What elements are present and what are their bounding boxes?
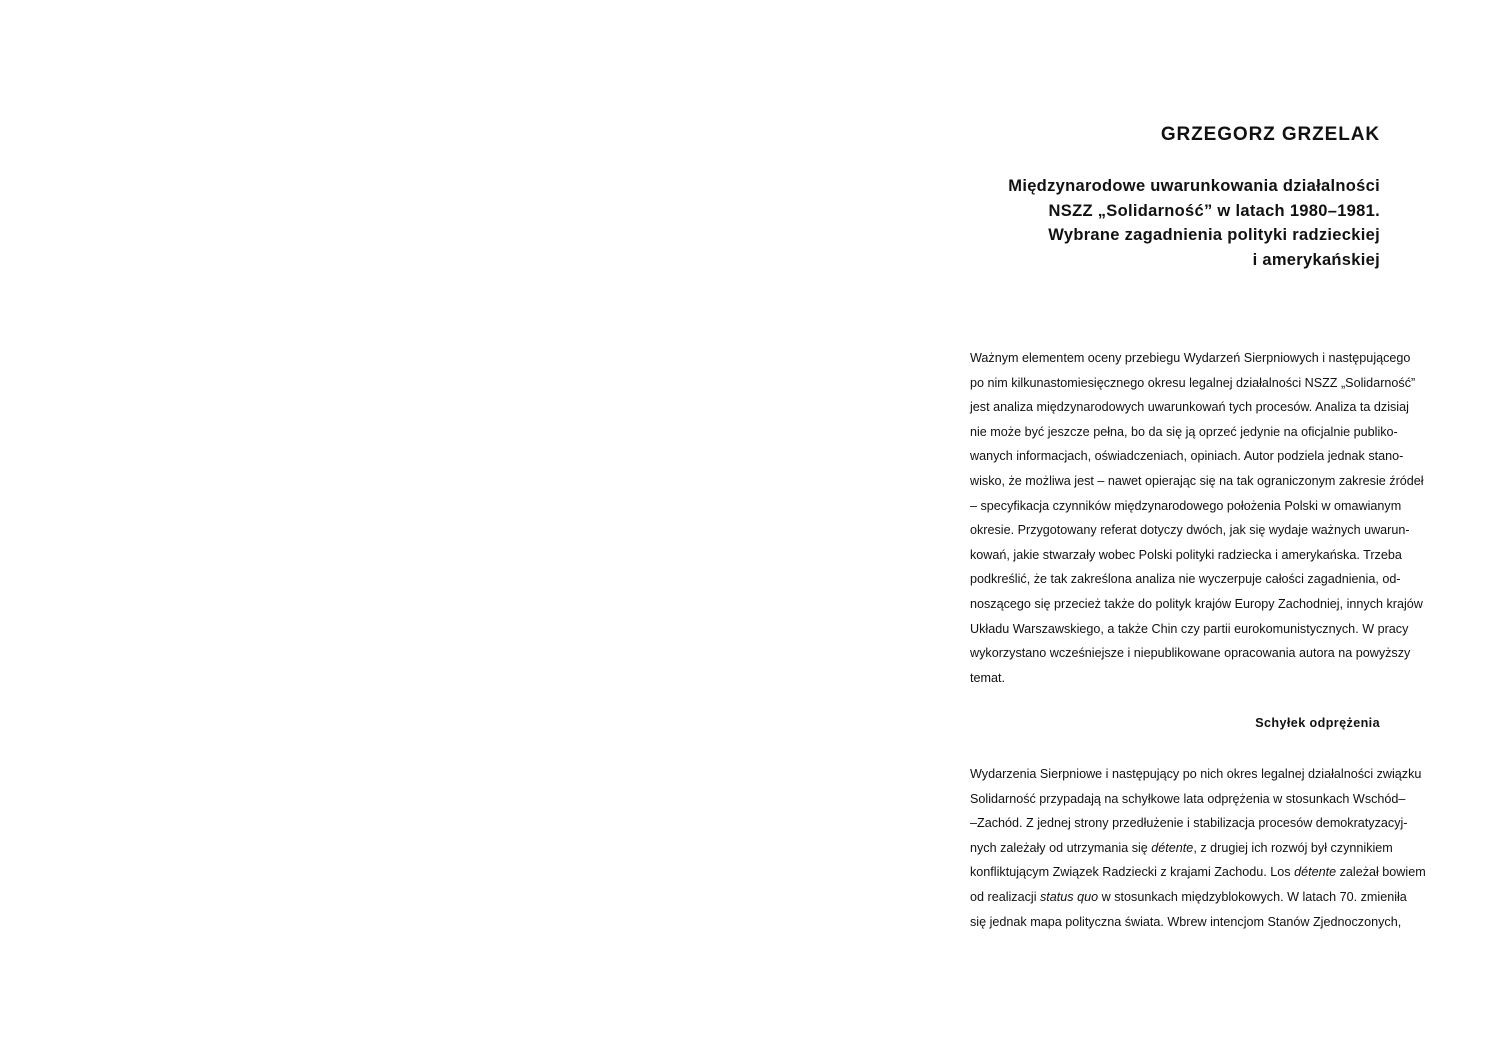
- text-line: wanych informacjach, oświadczeniach, opiniach. Autor podziela jednak stano-: [970, 449, 1404, 464]
- text-line: Ważnym elementem oceny przebiegu Wydarzeń Sierpniowych i następującego: [970, 351, 1411, 365]
- text-line: nie może być jeszcze pełna, bo da się ją oprzeć jedynie na oficjalnie publiko-: [970, 424, 1398, 439]
- text-line: podkreślić, że tak zakreślona analiza nie wyczerpuje całości zagadnienia, od-: [970, 572, 1401, 587]
- article-page: [970, 0, 1426, 1039]
- text-line: Solidarność przypadają na schyłkowe lata odprężenia w stosunkach Wschód–: [970, 791, 1406, 806]
- text-line: Układu Warszawskiego, a także Chin czy partii eurokomunistycznych. W pracy: [970, 621, 1409, 636]
- text-line: [970, 885, 1407, 910]
- text-run: zależał bowiem: [1336, 865, 1426, 880]
- text-line: po nim kilkunastomiesięcznego okresu legalnej działalności NSZZ „Solidarność”: [970, 375, 1416, 390]
- text-run: od realizacji: [970, 889, 1040, 904]
- intro-paragraph: [970, 346, 1424, 690]
- text-line: [970, 836, 1393, 861]
- article-title: [1008, 174, 1380, 272]
- author-name: GRZEGORZ GRZELAK: [1160, 124, 1380, 145]
- section-heading: Schyłek odprężenia: [1255, 716, 1380, 730]
- text-line: jest analiza międzynarodowych uwarunkowań tych procesów. Analiza ta dzisiaj: [970, 400, 1409, 415]
- text-line: noszącego się przecież także do polityk krajów Europy Zachodniej, innych krajów: [970, 596, 1423, 611]
- text-run: w stosunkach międzyblokowych. W latach 70. zmieniła: [1098, 889, 1407, 904]
- text-line: [970, 860, 1426, 885]
- text-line: Wydarzenia Sierpniowe i następujący po nich okres legalnej działalności związku: [970, 767, 1422, 781]
- text-line: temat.: [970, 670, 1005, 685]
- section-paragraph: [970, 762, 1426, 934]
- italic-term: détente: [1294, 865, 1337, 880]
- text-line: wykorzystano wcześniejsze i niepublikowane opracowania autora na powyższy: [970, 646, 1411, 661]
- text-run: konfliktującym Związek Radziecki z krajami Zachodu. Los: [970, 865, 1295, 880]
- title-line: i amerykańskiej: [1252, 250, 1380, 269]
- text-line: –Zachód. Z jednej strony przedłużenie i stabilizacja procesów demokratyzacyj-: [970, 816, 1408, 831]
- title-line: Międzynarodowe uwarunkowania działalności: [1008, 177, 1380, 195]
- text-line: kowań, jakie stwarzały wobec Polski polityki radziecka i amerykańska. Trzeba: [970, 547, 1402, 562]
- text-run: , z drugiej ich rozwój był czynnikiem: [1193, 840, 1393, 855]
- text-line: – specyfikacja czynników międzynarodowego położenia Polski w omawianym: [970, 498, 1402, 513]
- text-line: wisko, że możliwa jest – nawet opierając się na tak ograniczonym zakresie źródeł: [970, 473, 1424, 488]
- italic-term: status quo: [1040, 889, 1099, 904]
- text-line: się jednak mapa polityczna świata. Wbrew intencjom Stanów Zjednoczonych,: [970, 914, 1402, 929]
- text-run: nych zależały od utrzymania się: [970, 840, 1152, 855]
- text-line: okresie. Przygotowany referat dotyczy dwóch, jak się wydaje ważnych uwarun-: [970, 523, 1410, 538]
- title-line: Wybrane zagadnienia polityki radzieckiej: [1048, 226, 1380, 244]
- title-line: NSZZ „Solidarność” w latach 1980–1981.: [1048, 201, 1380, 220]
- italic-term: détente: [1151, 840, 1194, 855]
